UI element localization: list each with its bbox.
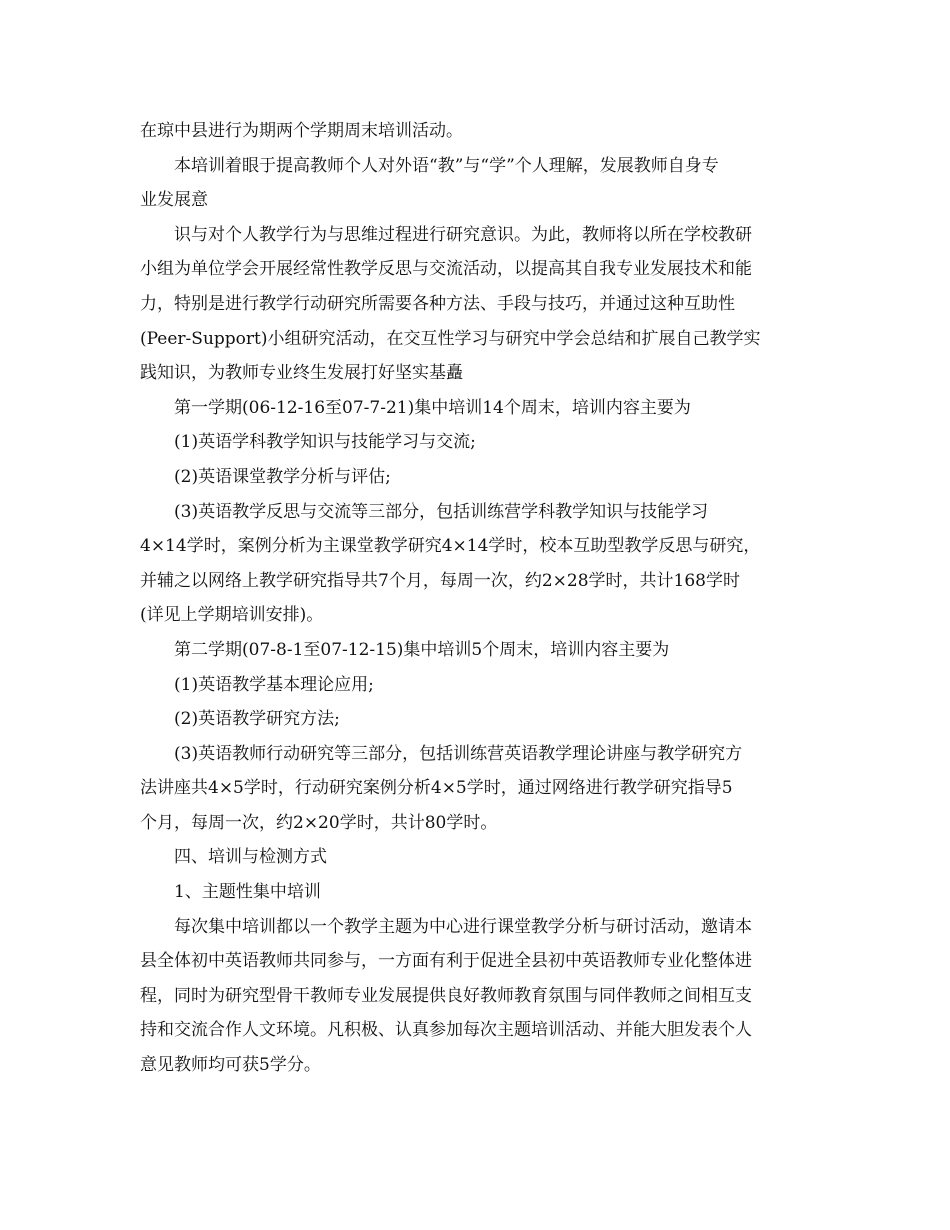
text-line: 业发展意	[140, 190, 208, 211]
text-line: 在琼中县进行为期两个学期周末培训活动。	[140, 121, 463, 141]
text-line: (Peer-Support)小组研究活动，在交互性学习与研究中学会总结和扩展自己教学实	[140, 328, 761, 349]
text-line: (3)英语教学反思与交流等三部分，包括训练营学科教学知识与技能学习	[174, 501, 709, 522]
text-line: 第一学期(06-12-16至07-7-21)集中培训14个周末，培训内容主要为	[174, 397, 691, 418]
text-line: 第二学期(07-8-1至07-12-15)集中培训5个周末，培训内容主要为	[174, 639, 670, 660]
text-line: 本培训着眼于提高教师个人对外语“教”与“学”个人理解，发展教师自身专	[174, 155, 719, 176]
text-line: 小组为单位学会开展经常性教学反思与交流活动，以提高其自我专业发展技术和能	[140, 259, 752, 280]
text-line: (1)英语学科教学知识与技能学习与交流;	[174, 432, 476, 453]
text-line: 意见教师均可获5学分。	[140, 1055, 321, 1076]
text-line: (详见上学期培训安排)。	[140, 605, 324, 626]
document-body	[140, 114, 815, 1083]
text-line: 持和交流合作人文环境。凡积极、认真参加每次主题培训活动、并能大胆发表个人	[140, 1020, 752, 1041]
text-line: 1、主题性集中培训	[174, 882, 321, 903]
text-line: (1)英语教学基本理论应用;	[174, 674, 374, 695]
text-line: 识与对个人教学行为与思维过程进行研究意识。为此，教师将以所在学校教研	[174, 224, 752, 245]
text-line: 践知识，为教师专业终生发展打好坚实基矗	[140, 363, 463, 384]
text-line: 程，同时为研究型骨干教师专业发展提供良好教师教育氛围与同伴教师之间相互支	[140, 985, 752, 1006]
text-line: 4×14学时，案例分析为主课堂教学研究4×14学时，校本互助型教学反思与研究，	[140, 536, 761, 557]
text-line: 并辅之以网络上教学研究指导共7个月，每周一次，约2×28学时，共计168学时	[140, 570, 740, 591]
text-line: 个月，每周一次，约2×20学时，共计80学时。	[140, 812, 498, 833]
text-line: 四、培训与检测方式	[174, 847, 327, 868]
text-line: 力，特别是进行教学行动研究所需要各种方法、手段与技巧，并通过这种互助性	[140, 293, 735, 314]
text-line: 每次集中培训都以一个教学主题为中心进行课堂教学分析与研讨活动，邀请本	[174, 916, 752, 937]
text-line: (3)英语教师行动研究等三部分，包括训练营英语教学理论讲座与教学研究方	[174, 743, 743, 764]
text-line: (2)英语教学研究方法;	[174, 709, 340, 730]
text-line: (2)英语课堂教学分析与评估;	[174, 466, 391, 487]
text-line: 县全体初中英语教师共同参与，一方面有利于促进全县初中英语教师专业化整体进	[140, 951, 752, 972]
text-line: 法讲座共4×5学时，行动研究案例分析4×5学时，通过网络进行教学研究指导5	[140, 778, 733, 799]
